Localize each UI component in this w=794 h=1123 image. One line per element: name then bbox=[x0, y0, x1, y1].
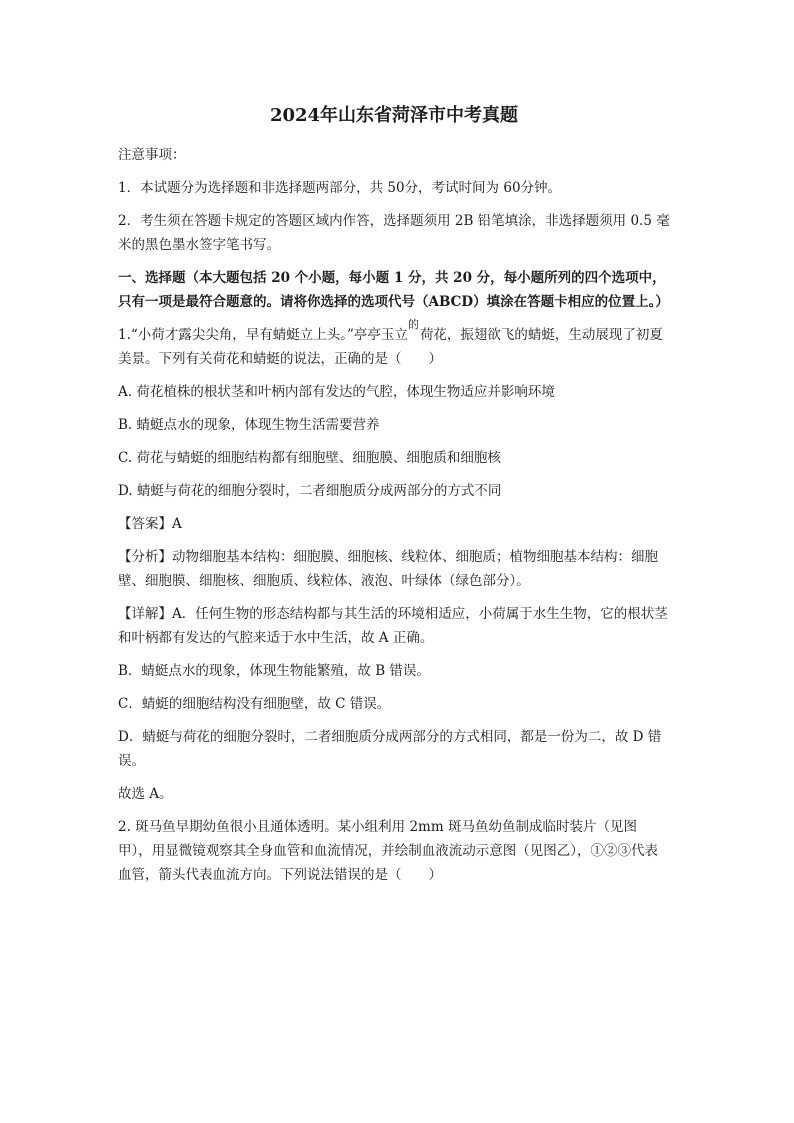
notice-heading: 注意事项： bbox=[118, 147, 186, 163]
detail-label: 【详解】 bbox=[118, 606, 172, 622]
question-1-stem bbox=[118, 318, 670, 371]
detail-text: A．任何生物的形态结构都与其生活的环境相适应，小荷属于水生生物，它的根状茎和叶柄都有发达的气腔来适于水中生活，故 A 正确。 bbox=[118, 606, 668, 646]
question-1-detail-d: D．蜻蜓与荷花的细胞分裂时，二者细胞质分成两部分的方式相同，都是一份为二，故 D 错误。 bbox=[118, 729, 662, 769]
question-1-option-b: B. 蜻蜓点水的现象，体现生物生活需要营养 bbox=[118, 417, 380, 433]
answer-label: 【答案】 bbox=[118, 516, 172, 532]
question-1-option-d: D. 蜻蜓与荷花的细胞分裂时，二者细胞质分成两部分的方式不同 bbox=[118, 483, 502, 499]
notice-item-2: 2．考生须在答题卡规定的答题区域内作答，选择题须用 2B 铅笔填涂，非选择题须用 0.5 毫米的黑色墨水签字笔书写。 bbox=[118, 213, 670, 253]
question-1-detail-b: B．蜻蜓点水的现象，体现生物能繁殖，故 B 错误。 bbox=[118, 663, 430, 679]
question-1-stem-part2: 荷花，振翅欲飞的蜻蜓，生动展现了初夏美景。下列有关荷花和蜻蜓的说法，正确的是（ ） bbox=[118, 327, 663, 367]
question-2-stem: 2. 斑马鱼早期幼鱼很小且通体透明。某小组利用 2mm 斑马鱼幼鱼制成临时装片（见图甲），用显微镜观察其全身血管和血流情况，并绘制血液流动示意图（见图乙），①②③代表血管，箭头代表血流方向。下列说法错误的是（ ） bbox=[118, 819, 658, 883]
question-1-analysis bbox=[118, 545, 670, 593]
analysis-label: 【分析】 bbox=[118, 549, 172, 565]
question-1-answer bbox=[118, 512, 670, 536]
answer-value: A bbox=[172, 516, 182, 532]
question-1-conclusion: 故选 A。 bbox=[118, 786, 173, 802]
question-1-detail bbox=[118, 602, 670, 650]
question-1-option-c: C. 荷花与蜻蜓的细胞结构都有细胞壁、细胞膜、细胞质和细胞核 bbox=[118, 450, 501, 466]
question-1-stem-part1: 1.“小荷才露尖尖角，早有蜻蜓立上头。”亭亭玉立 bbox=[118, 327, 408, 343]
page-title: 2024年山东省菏泽市中考真题 bbox=[269, 105, 519, 126]
document-content bbox=[118, 104, 670, 896]
question-1-small-char: 的 bbox=[407, 318, 419, 331]
section-heading: 一、选择题（本大题包括 20 个小题，每小题 1 分，共 20 分，每小题所列的四个选项中，只有一项是最符合题意的。请将你选择的选项代号（ABCD）填涂在答题卡相应的位置上。） bbox=[118, 270, 669, 310]
analysis-text: 动物细胞基本结构：细胞膜、细胞核、线粒体、细胞质；植物细胞基本结构：细胞壁、细胞膜、细胞核、细胞质、线粒体、液泡、叶绿体（绿色部分）。 bbox=[118, 549, 658, 589]
question-1-option-a: A. 荷花植株的根状茎和叶柄内部有发达的气腔，体现生物适应并影响环境 bbox=[118, 384, 555, 400]
notice-item-1: 1．本试题分为选择题和非选择题两部分，共 50分，考试时间为 60分钟。 bbox=[118, 180, 562, 196]
question-1-detail-c: C．蜻蜓的细胞结构没有细胞壁，故 C 错误。 bbox=[118, 696, 391, 712]
